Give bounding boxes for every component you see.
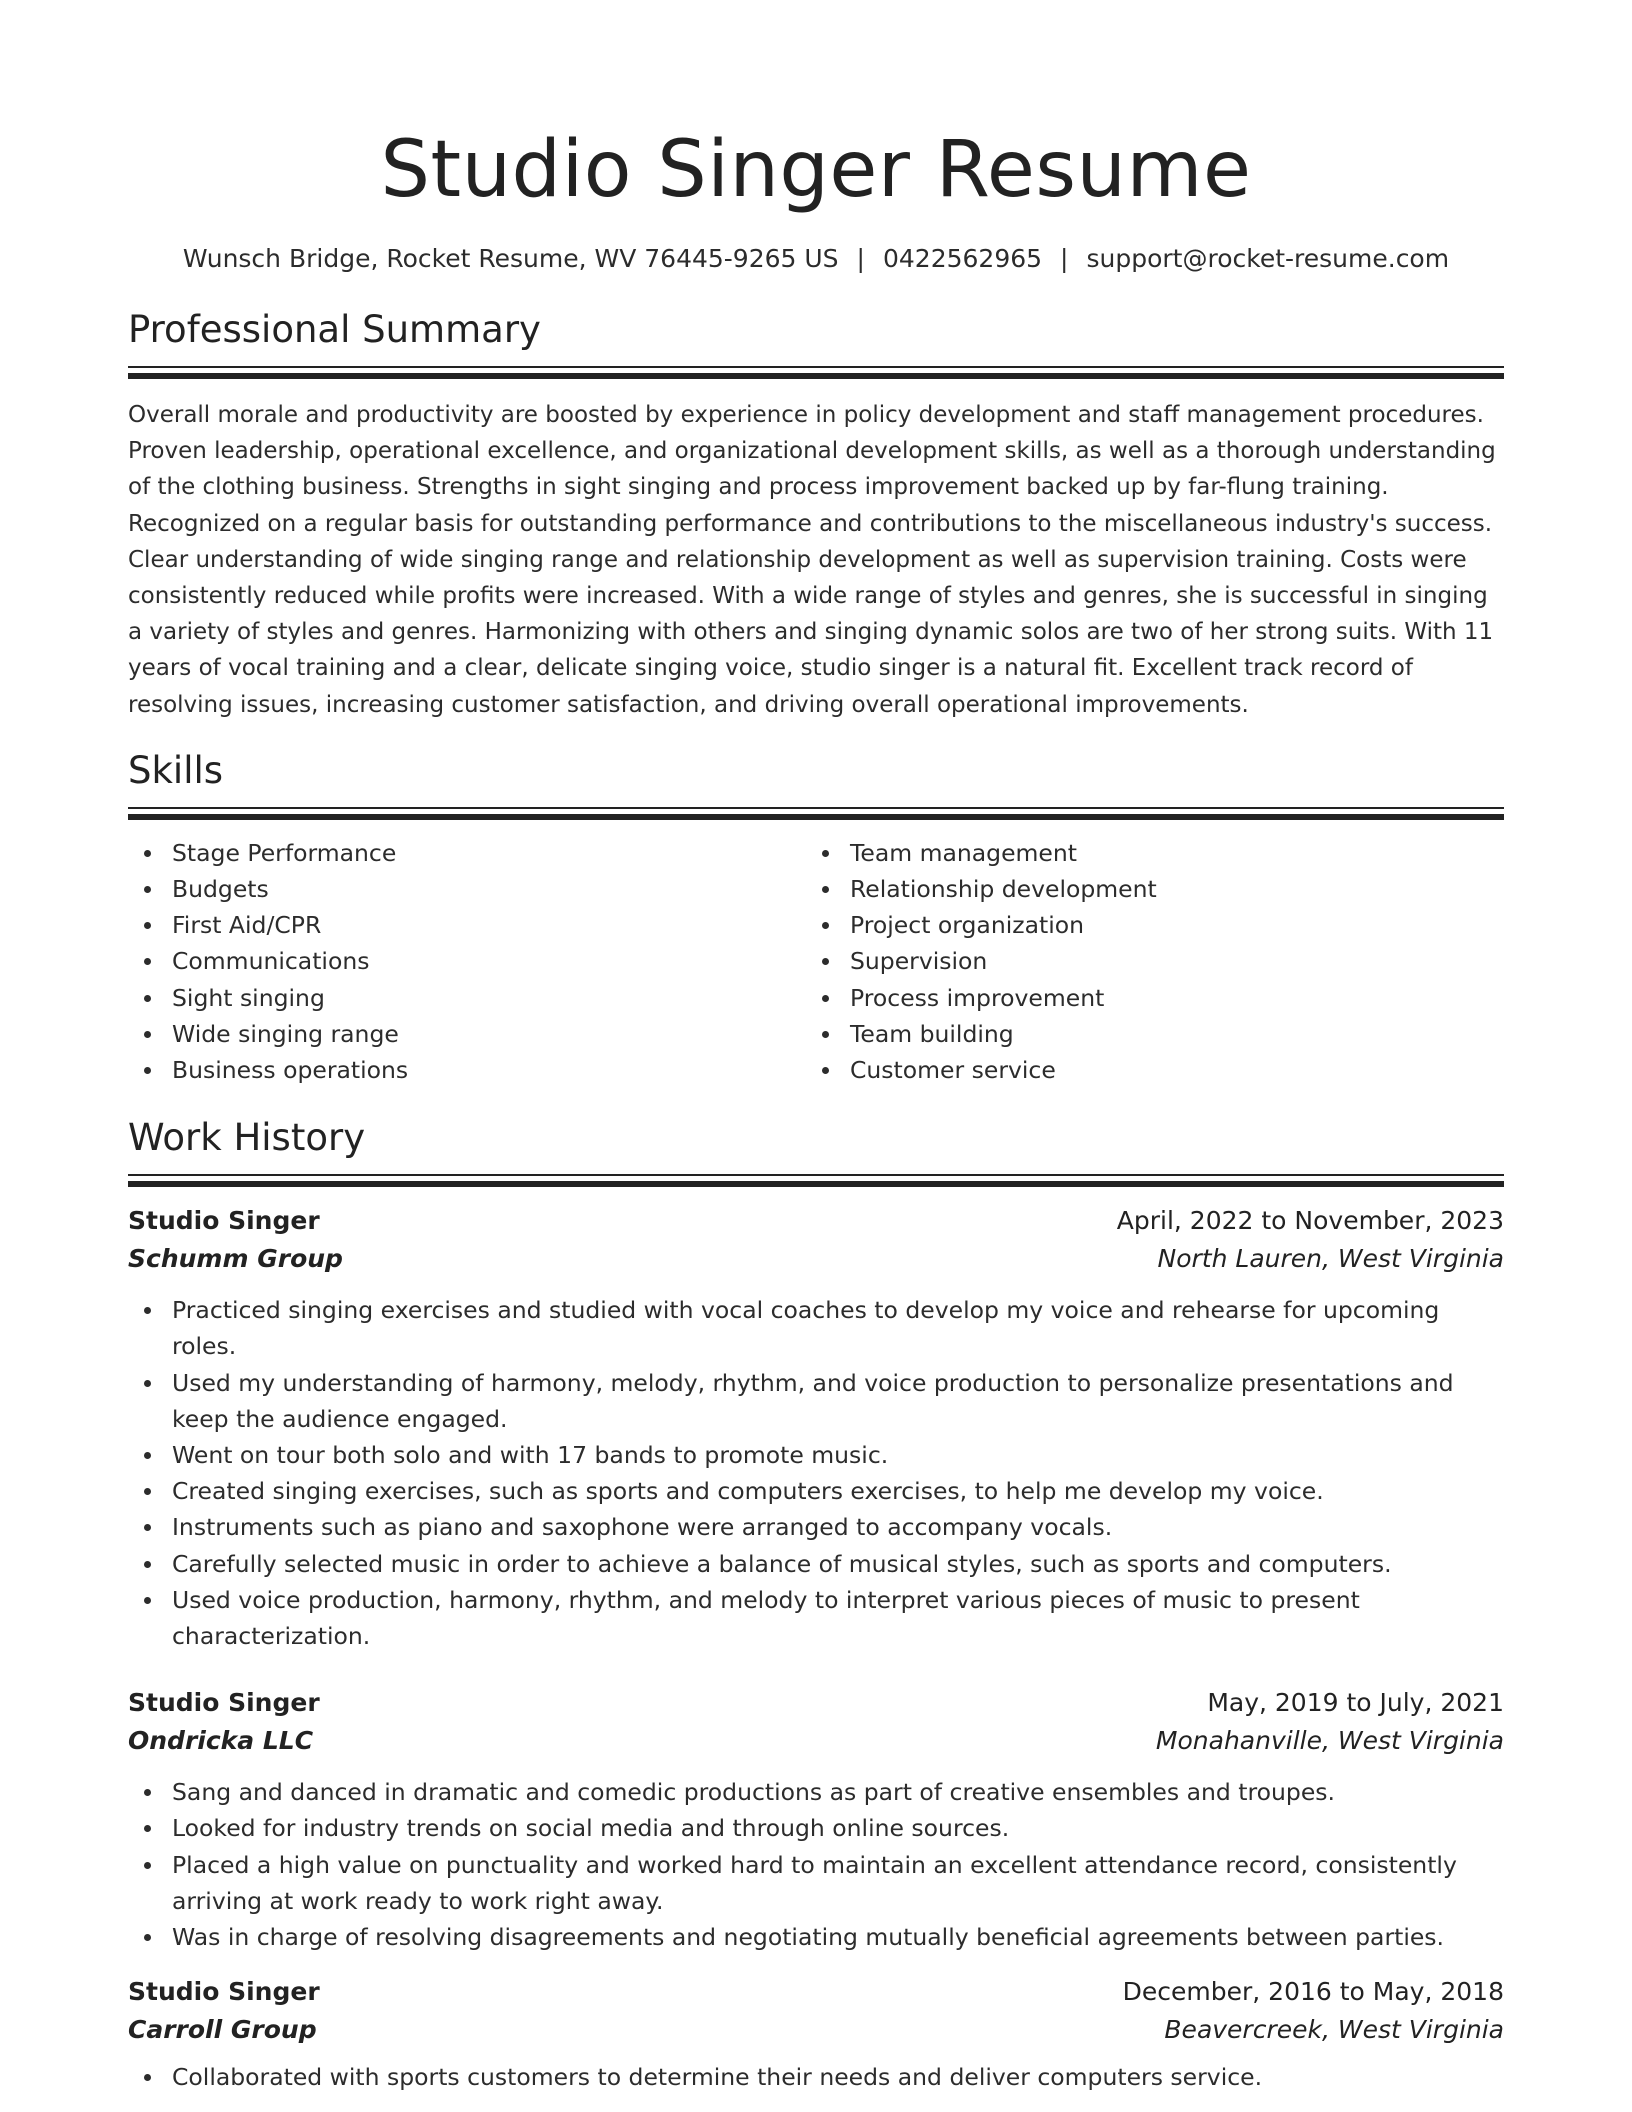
skill-item: Business operations <box>128 1052 806 1088</box>
job-bullet: Carefully selected music in order to achieve a balance of musical styles, such as sports and computers. <box>128 1546 1504 1582</box>
contact-separator: | <box>856 244 865 273</box>
skill-item: Communications <box>128 943 806 979</box>
skill-item: Process improvement <box>806 980 1484 1016</box>
job-bullet: Used my understanding of harmony, melody, rhythm, and voice production to personalize presentations and keep the audience engaged. <box>128 1365 1504 1437</box>
job-company: Schumm Group <box>128 1244 343 1274</box>
skills-columns <box>128 835 1504 1088</box>
contact-phone: 0422562965 <box>882 244 1043 273</box>
skill-item: Team building <box>806 1016 1484 1052</box>
skill-item: Sight singing <box>128 980 806 1016</box>
job-title: Studio Singer <box>128 1688 320 1718</box>
skills-list-left <box>128 835 806 1088</box>
skill-item: Project organization <box>806 907 1484 943</box>
work-history-section <box>128 1114 1504 2095</box>
job-title: Studio Singer <box>128 1977 320 2007</box>
job-bullet: Looked for industry trends on social media and through online sources. <box>128 1810 1504 1846</box>
job-company-row <box>128 1240 1504 1278</box>
job-bullet: Went on tour both solo and with 17 bands to promote music. <box>128 1437 1504 1473</box>
job-title: Studio Singer <box>128 1206 320 1236</box>
job-location: Beavercreek, West Virginia <box>1164 2015 1504 2045</box>
summary-section <box>128 306 1504 723</box>
skill-item: Team management <box>806 835 1484 871</box>
skills-heading: Skills <box>128 748 224 792</box>
job-bullet: Used voice production, harmony, rhythm, and melody to interpret various pieces of music to present characterization. <box>128 1582 1504 1654</box>
skills-list-right <box>806 835 1484 1088</box>
job-dates: December, 2016 to May, 2018 <box>1122 1977 1504 2007</box>
skill-item: Wide singing range <box>128 1016 806 1052</box>
skill-item: First Aid/CPR <box>128 907 806 943</box>
job-bullets <box>128 2059 1504 2095</box>
job-company-row <box>128 1722 1504 1760</box>
job-location: Monahanville, West Virginia <box>1155 1726 1504 1756</box>
job-bullet: Placed a high value on punctuality and worked hard to maintain an excellent attendance record, consistently arriving at work ready to work right away. <box>128 1847 1504 1919</box>
contact-address: Wunsch Bridge, Rocket Resume, WV 76445-9265 US <box>182 244 839 273</box>
job-location: North Lauren, West Virginia <box>1157 1244 1504 1274</box>
job-dates: April, 2022 to November, 2023 <box>1116 1206 1504 1236</box>
job-bullet: Sang and danced in dramatic and comedic productions as part of creative ensembles and troupes. <box>128 1774 1504 1810</box>
skill-item: Supervision <box>806 943 1484 979</box>
job-bullet: Instruments such as piano and saxophone were arranged to accompany vocals. <box>128 1509 1504 1545</box>
job-company: Carroll Group <box>128 2015 317 2045</box>
section-divider <box>128 807 1504 815</box>
contact-email[interactable]: support@rocket-resume.com <box>1086 244 1450 273</box>
skills-section <box>128 747 1504 1088</box>
section-divider <box>128 366 1504 374</box>
job-bullet: Collaborated with sports customers to determine their needs and deliver computers service. <box>128 2059 1504 2095</box>
job-entry <box>128 1684 1504 1955</box>
job-dates: May, 2019 to July, 2021 <box>1207 1688 1504 1718</box>
job-header-row <box>128 1684 1504 1722</box>
contact-separator: | <box>1060 244 1069 273</box>
skill-item: Budgets <box>128 871 806 907</box>
resume-page <box>128 0 1504 2096</box>
skill-item: Stage Performance <box>128 835 806 871</box>
job-bullet: Created singing exercises, such as sports and computers exercises, to help me develop my voice. <box>128 1473 1504 1509</box>
job-entry <box>128 1202 1504 1654</box>
job-bullet: Was in charge of resolving disagreements and negotiating mutually beneficial agreements between parties. <box>128 1919 1504 1955</box>
job-bullets <box>128 1774 1504 1955</box>
job-bullets <box>128 1292 1504 1654</box>
contact-line <box>128 242 1504 276</box>
job-company-row <box>128 2011 1504 2049</box>
job-entry <box>128 1973 1504 2095</box>
summary-heading: Professional Summary <box>128 308 541 351</box>
page-title: Studio Singer Resume <box>380 125 1252 215</box>
job-header-row <box>128 1973 1504 2011</box>
skill-item: Relationship development <box>806 871 1484 907</box>
skill-item: Customer service <box>806 1052 1484 1088</box>
job-company: Ondricka LLC <box>128 1726 314 1756</box>
job-bullet: Practiced singing exercises and studied with vocal coaches to develop my voice and rehearse for upcoming roles. <box>128 1292 1504 1364</box>
job-header-row <box>128 1202 1504 1240</box>
work-history-heading: Work History <box>128 1116 366 1160</box>
summary-text: Overall morale and productivity are boosted by experience in policy development and staff management procedures. Proven leadership, operational excellence, and organizational development skills, as well as a thorough understanding of the clothing business. Strengths in sight singing and process improvement backed up by far-flung training. Recognized on a regular basis for outstanding performance and contributions to the miscellaneous industry's success. Clear understanding of wide singing range and relationship development as well as supervision training. Costs were consistently reduced while profits were increased. With a wide range of styles and genres, she is successful in singing a variety of styles and genres. Harmonizing with others and singing dynamic solos are two of her strong suits. With 11 years of vocal training and a clear, delicate singing voice, studio singer is a natural fit. Excellent track record of resolving issues, increasing customer satisfaction, and driving overall operational improvements. <box>128 402 1496 718</box>
section-divider <box>128 1174 1504 1182</box>
